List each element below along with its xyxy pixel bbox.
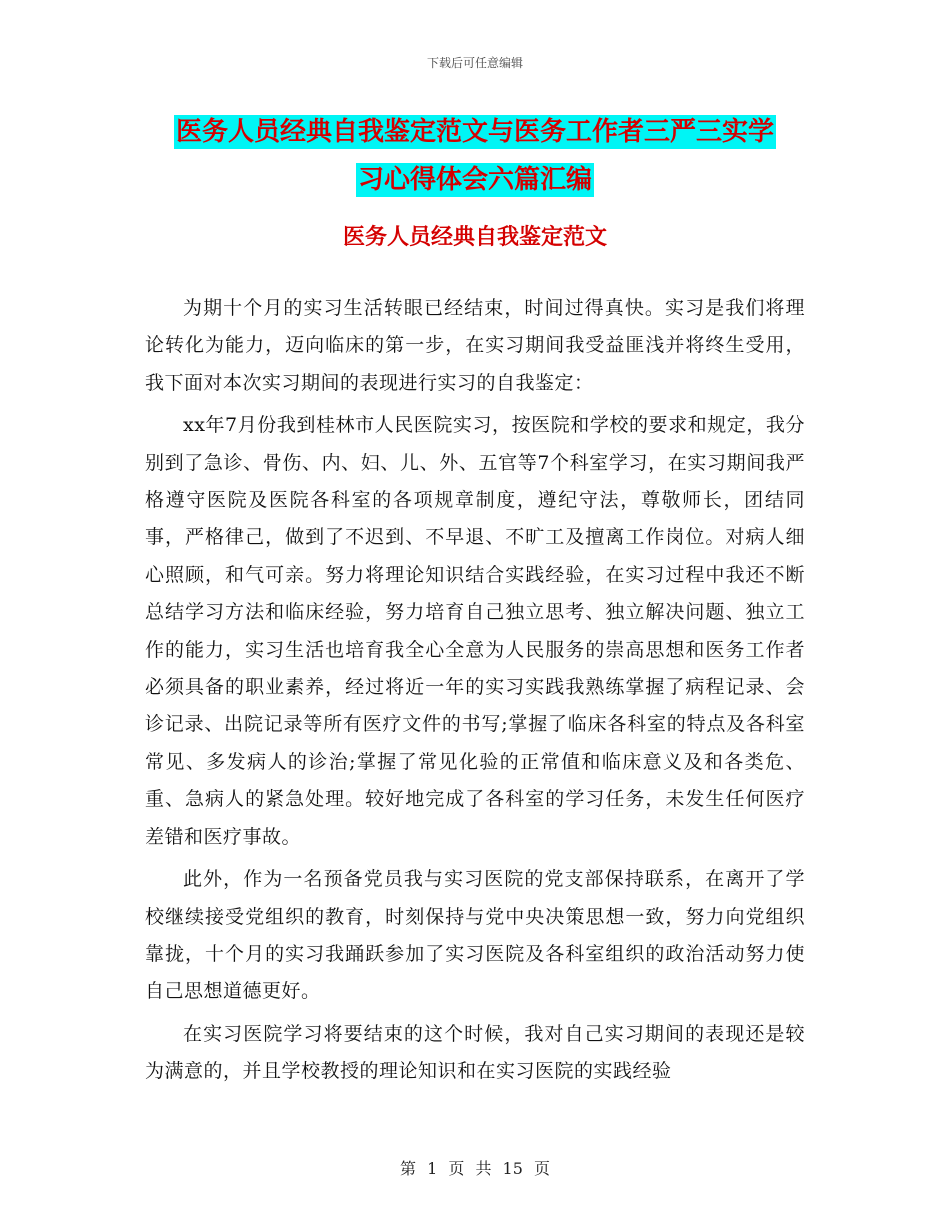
document-body	[145, 290, 805, 1096]
paragraph: 在实习医院学习将要结束的这个时候，我对自己实习期间的表现还是较为满意的，并且学校教授的理论知识和在实习医院的实践经验	[145, 1022, 805, 1083]
paragraph: 此外，作为一名预备党员我与实习医院的党支部保持联系，在离开了学校继续接受党组织的教育，时刻保持与党中央决策思想一致，努力向党组织靠拢，十个月的实习我踊跃参加了实习医院及各科室组织的政治活动努力使自己思想道德更好。	[145, 868, 805, 1003]
document-title-line-2: 习心得体会六篇汇编	[357, 165, 592, 195]
section-title: 医务人员经典自我鉴定范文	[342, 224, 607, 250]
header-note: 下载后可任意编辑	[426, 56, 523, 70]
paragraph: 为期十个月的实习生活转眼已经结束，时间过得真快。实习是我们将理论转化为能力，迈向临床的第一步，在实习期间我受益匪浅并将终生受用，我下面对本次实习期间的表现进行实习的自我鉴定：	[145, 297, 805, 394]
page-number: 第 1 页 共 15 页	[400, 1159, 550, 1178]
document-title	[150, 108, 800, 204]
document-title-line-1: 医务人员经典自我鉴定范文与医务工作者三严三实学	[175, 117, 774, 147]
paragraph: xx年7月份我到桂林市人民医院实习，按医院和学校的要求和规定，我分别到了急诊、骨伤、内、妇、儿、外、五官等7个科室学习，在实习期间我严格遵守医院及医院各科室的各项规章制度，遵纪守法，尊敬师长，团结同事，严格律己，做到了不迟到、不早退、不旷工及擅离工作岗位。对病人细心照顾，和气可亲。努力将理论知识结合实践经验，在实习过程中我还不断总结学习方法和临床经验，努力培育自己独立思考、独立解决问题、独立工作的能力，实习生活也培育我全心全意为人民服务的崇高思想和医务工作者必须具备的职业素养，经过将近一年的实习实践我熟练掌握了病程记录、会诊记录、出院记录等所有医疗文件的书写;掌握了临床各科室的特点及各科室常见、多发病人的诊治;掌握了常见化验的正常值和临床意义及和各类危、重、急病人的紧急处理。较好地完成了各科室的学习任务，未发生任何医疗差错和医疗事故。	[145, 414, 805, 848]
